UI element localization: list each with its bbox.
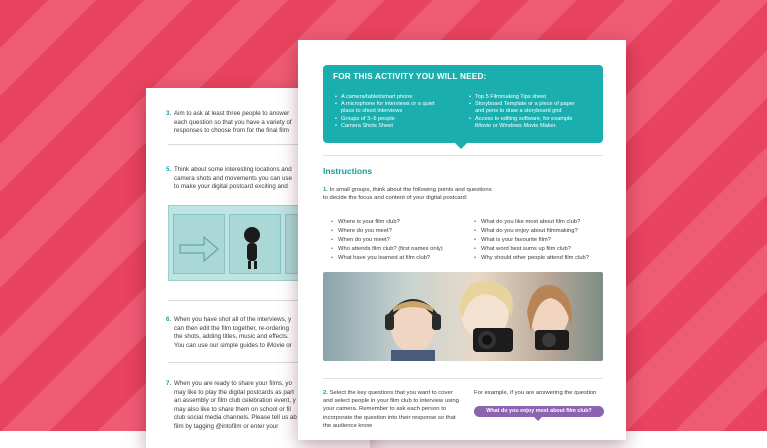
question-item: • Where is your film club? [331, 218, 443, 227]
divider [323, 155, 603, 156]
questions-left [331, 218, 443, 263]
question-item: • What have you learned at film club? [331, 254, 443, 263]
question-item: • Who attends film club? (first names only) [331, 245, 443, 254]
front-worksheet-page [298, 40, 626, 440]
list-item: • Top 5 Filmmaking Tips sheet [469, 94, 575, 101]
materials-list-right [469, 94, 575, 130]
question-item: • Why should other people attend film club? [474, 254, 589, 263]
questions-right [474, 218, 589, 263]
divider [323, 378, 603, 379]
materials-callout [323, 65, 603, 143]
materials-list-left [335, 94, 435, 130]
list-item-continued: place to shoot interviews [341, 108, 403, 115]
question-item: • What do you enjoy about filmmaking? [474, 227, 589, 236]
step-7: 7. When you are ready to share your films, yo may like to play the digital postcards as part an assembly or film club celebration event, y may also like to share them on school or fil club social media channels. Please tell us ab film by tagging @intofilm or enter your [166, 380, 297, 430]
step-5: 5. Think about some interesting locations and camera shots and movements you can use to make your digital postcard exciting and [166, 166, 292, 191]
instruction-1: 1. In small groups, think about the following points and questions to decide the focus and content of your digital postcard: [323, 187, 492, 201]
children-with-camera-illustration [323, 272, 603, 361]
filmmaking-photo [323, 272, 603, 361]
list-item: • Groups of 3–5 people [335, 116, 435, 123]
list-item: • A microphone for interviews or a quiet [335, 101, 435, 108]
list-item: • Access to editing software, for example [469, 116, 575, 123]
list-item-continued: and pens to draw a storyboard grid [475, 108, 562, 115]
materials-title: FOR THIS ACTIVITY YOU WILL NEED: [333, 72, 487, 81]
list-item-continued: iMovie or Windows Movie Maker. [475, 122, 557, 129]
example-question-bubble: What do you enjoy most about film club? [474, 406, 604, 417]
question-item: • Where do you meet? [331, 227, 443, 236]
question-item: • When do you meet? [331, 236, 443, 245]
list-item: • Storyboard Template or a piece of paper [469, 101, 575, 108]
question-item: • What do you like most about film club? [474, 218, 589, 227]
instruction-2: 2. Select the key questions that you want to cover and select people in your film club to interview using your camera. Remember to ask each person to incorporate the question into their response so that the audience know [323, 390, 459, 429]
question-item: • What is your favourite film? [474, 236, 589, 245]
arrow-icon [174, 215, 224, 273]
storyboard-frame [173, 214, 225, 274]
instructions-heading: Instructions [323, 166, 373, 176]
step-6: 6. When you have shot all of the interviews, y can then edit the film together, re-ordering the shots, adding titles, music and effects. You can use our simple guides to iMovie or [166, 316, 292, 349]
figure-icon [230, 215, 280, 273]
question-item: • What word best sums up film club? [474, 245, 589, 254]
step-3: 3. Aim to ask at least three people to answer each question so that you have a variety of responses to choose from for the final film [166, 110, 292, 135]
storyboard-frame [229, 214, 281, 274]
example-text: For example, if you are answering the question [474, 390, 597, 396]
list-item: • A camera/tablet/smart phone [335, 94, 435, 101]
list-item: • Camera Shots Sheet [335, 123, 435, 130]
